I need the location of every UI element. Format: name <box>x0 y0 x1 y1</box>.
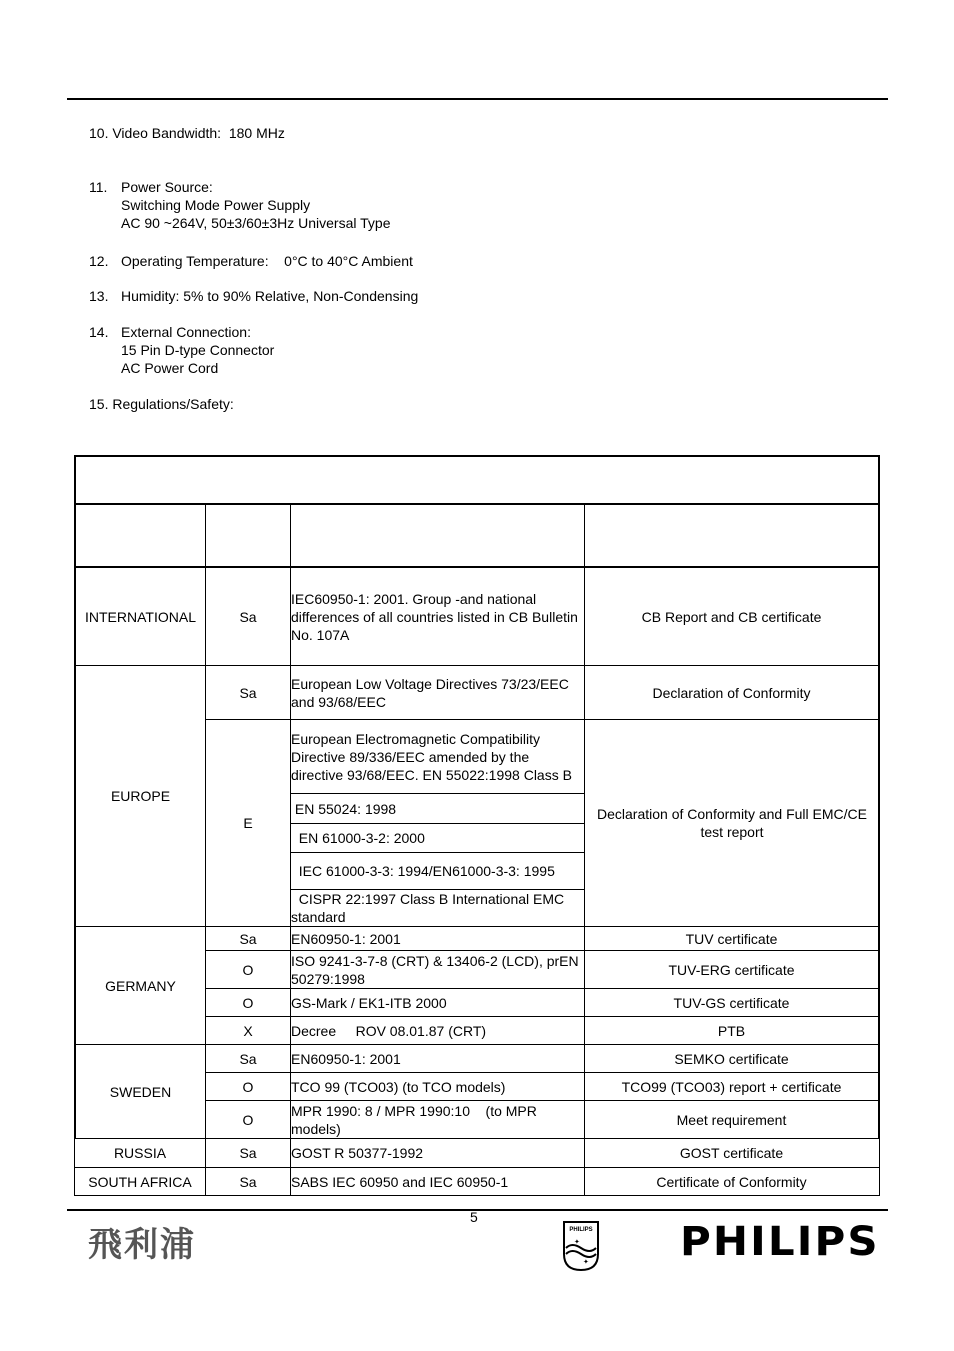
svg-text:✦: ✦ <box>574 1238 580 1246</box>
table-cell-standard: GS-Mark / EK1-ITB 2000 <box>291 994 447 1011</box>
table-cell-certificate: TUV-ERG certificate <box>668 961 795 978</box>
table-cell-standard: EN 55024: 1998 <box>291 800 397 817</box>
table-cell-standard: IEC60950-1: 2001. Group -and national differences of all countries listed in CB Bulletin No. 107A <box>291 590 578 643</box>
table-cell-certificate: CB Report and CB certificate <box>641 608 822 625</box>
table-cell-certificate: Declaration of Conformity <box>652 684 811 701</box>
table-cell-type: E <box>243 815 253 831</box>
table-cell-standard: CISPR 22:1997 Class B International EMC standard <box>291 891 569 925</box>
table-cell-standard: European Low Voltage Directives 73/23/EEC and 93/68/EEC <box>291 675 569 710</box>
country-russia: RUSSIA <box>113 1145 167 1161</box>
table-cell-type: Sa <box>239 1145 257 1161</box>
spec-item-12-number: 12. <box>89 253 109 269</box>
table-border <box>878 455 880 1138</box>
table-cell-type: O <box>242 1078 254 1095</box>
philips-wordmark: PHILIPS <box>680 1219 880 1265</box>
table-cell-standard: EN60950-1: 2001 <box>291 1050 401 1067</box>
header-rule <box>67 98 888 100</box>
table-cell-certificate: TCO99 (TCO03) report + certificate <box>621 1078 842 1095</box>
spec-line: AC Power Cord <box>121 360 219 376</box>
table-cell-certificate: GOST certificate <box>679 1145 784 1161</box>
table-cell-type: Sa <box>239 1050 257 1067</box>
table-cell-certificate: Certificate of Conformity <box>656 1173 807 1190</box>
spec-item-12: Operating Temperature: 0°C to 40°C Ambient <box>121 253 413 269</box>
table-cell-standard: ISO 9241-3-7-8 (CRT) & 13406-2 (LCD), prEN 50279:1998 <box>291 952 579 987</box>
country-germany: GERMANY <box>105 977 176 994</box>
table-cell-certificate: Declaration of Conformity and Full EMC/CE test report <box>597 806 867 840</box>
table-cell-standard: TCO 99 (TCO03) (to TCO models) <box>291 1078 506 1095</box>
table-cell-type: O <box>242 961 254 978</box>
spec-line: 15 Pin D-type Connector <box>121 342 275 358</box>
spec-line: External Connection: <box>121 324 251 340</box>
spec-item-14-number: 14. <box>89 324 109 340</box>
table-cell-certificate: TUV certificate <box>685 930 778 947</box>
spec-item-11-number: 11. <box>89 179 108 195</box>
table-cell-standard: GOST R 50377-1992 <box>291 1145 424 1161</box>
page-number: 5 <box>470 1209 478 1225</box>
spec-item-15: 15. Regulations/Safety: <box>89 396 234 412</box>
chinese-brand-logo <box>88 1226 273 1264</box>
country-international: INTERNATIONAL <box>85 608 196 625</box>
regulations-table <box>74 455 880 1196</box>
table-cell-certificate: SEMKO certificate <box>674 1050 789 1067</box>
table-border <box>74 455 880 457</box>
table-cell-type: Sa <box>239 930 257 947</box>
table-cell-certificate: Meet requirement <box>676 1111 787 1128</box>
chinese-logo-text: 飛利浦 <box>88 1225 196 1265</box>
spec-item-13: Humidity: 5% to 90% Relative, Non-Condensing <box>121 288 419 304</box>
table-cell-type: O <box>242 1111 254 1128</box>
table-cell-standard: EN60950-1: 2001 <box>291 930 401 947</box>
table-border <box>74 503 880 505</box>
philips-shield-icon <box>562 1220 600 1272</box>
spec-item-10: 10. Video Bandwidth: 180 MHz <box>89 125 285 141</box>
table-cell-standard: EN 61000-3-2: 2000 <box>291 830 425 846</box>
spec-line: Power Source: <box>121 179 213 195</box>
table-cell-certificate: PTB <box>717 1022 746 1039</box>
table-cell-type: Sa <box>239 608 257 625</box>
country-sweden: SWEDEN <box>109 1083 172 1100</box>
table-cell-standard: European Electromagnetic Compatibility Directive 89/336/EEC amended by the directive 93/68/EEC. EN 55022:1998 Class B <box>291 730 572 783</box>
spec-item-13-number: 13. <box>89 288 109 304</box>
spec-line: AC 90 ~264V, 50±3/60±3Hz Universal Type <box>121 215 391 231</box>
shield-label: PHILIPS <box>569 1227 593 1233</box>
spec-item-14 <box>121 323 274 377</box>
table-cell-standard: SABS IEC 60950 and IEC 60950-1 <box>291 1173 509 1190</box>
table-cell-type: O <box>242 994 254 1011</box>
spec-item-11 <box>121 178 390 232</box>
country-europe: EUROPE <box>110 788 171 804</box>
country-south-africa: SOUTH AFRICA <box>88 1173 192 1190</box>
spec-line: Switching Mode Power Supply <box>121 197 311 213</box>
table-cell-standard: MPR 1990: 8 / MPR 1990:10 (to MPR models) <box>291 1102 541 1137</box>
table-divider <box>74 1195 880 1196</box>
table-cell-type: X <box>243 1022 253 1039</box>
svg-text:✦: ✦ <box>583 1258 589 1266</box>
table-cell-standard: IEC 61000-3-3: 1994/EN61000-3-3: 1995 <box>291 863 555 879</box>
table-cell-certificate: TUV-GS certificate <box>673 994 790 1011</box>
table-cell-type: Sa <box>239 684 257 701</box>
table-border <box>879 1138 880 1196</box>
table-cell-type: Sa <box>239 1173 257 1190</box>
table-cell-standard: Decree ROV 08.01.87 (CRT) <box>291 1022 487 1039</box>
